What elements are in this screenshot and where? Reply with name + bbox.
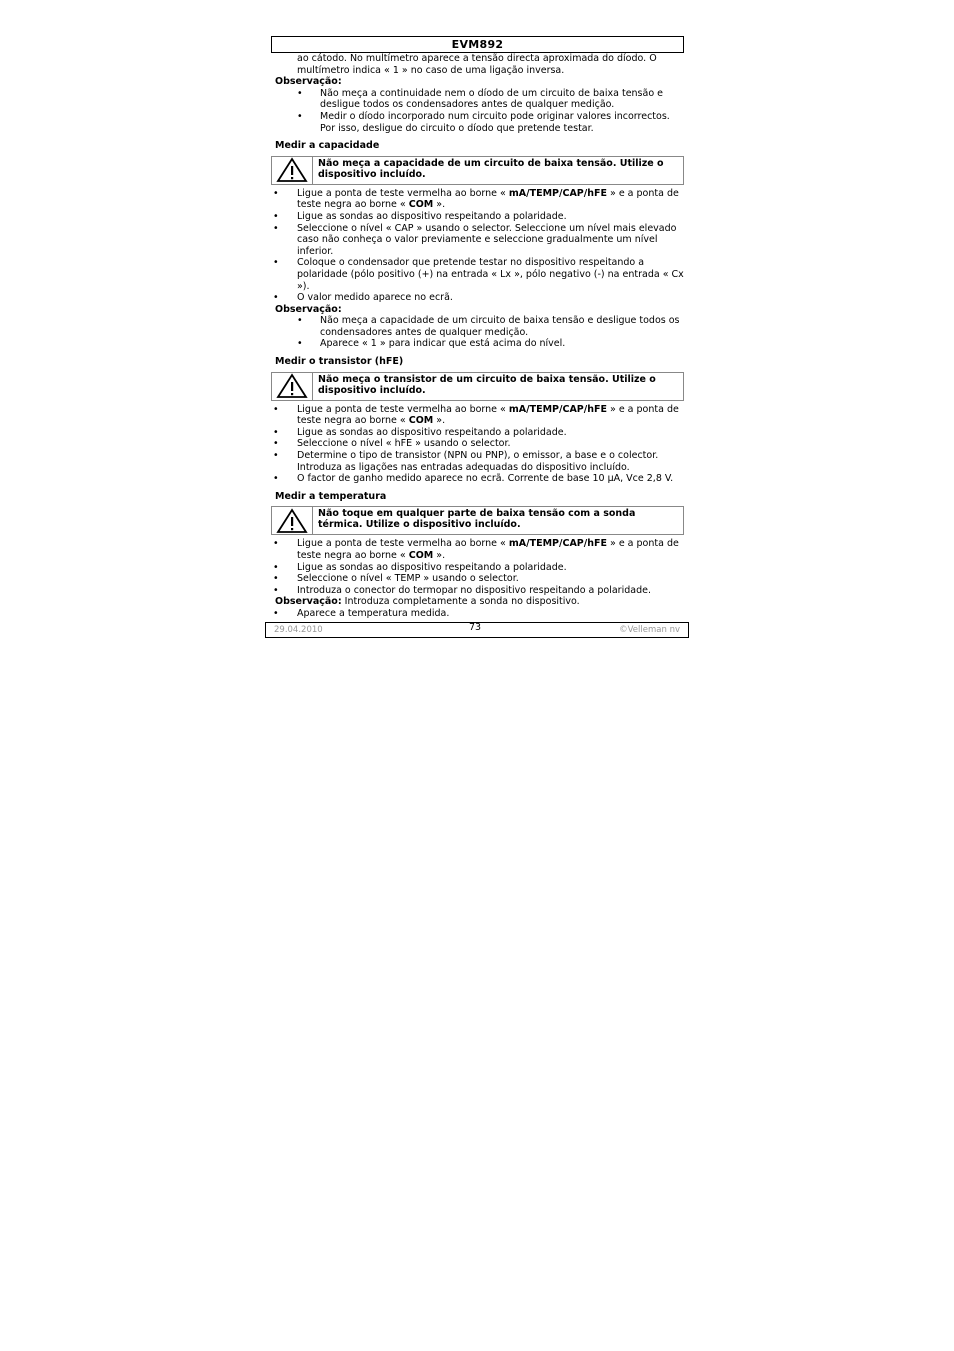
list-item: • Ligue a ponta de teste vermelha ao borne « mA/TEMP/CAP/hFE » e a ponta de teste negra ao borne « COM ». [271, 188, 684, 211]
model-title: EVM892 [451, 38, 504, 51]
warning-box [271, 156, 684, 185]
capacitance-steps [271, 188, 684, 304]
warning-triangle-icon [272, 507, 313, 534]
page-number: 73 [469, 622, 482, 633]
list-item: • Medir o díodo incorporado num circuito pode originar valores incorrectos. Por isso, desligue do circuito o díodo que pretende testar. [271, 111, 684, 134]
intro-obs-list [271, 88, 684, 134]
transistor-steps [271, 404, 684, 485]
intro-obs-label: Observação: [275, 76, 342, 88]
list-item: • Aparece « 1 » para indicar que está acima do nível. [271, 338, 684, 350]
list-item: • Seleccione o nível « TEMP » usando o selector. [271, 573, 684, 585]
list-item: • Determine o tipo de transistor (NPN ou PNP), o emissor, a base e o colector. Introduza as ligações nas entradas adequadas do dispositivo incluído. [271, 450, 684, 473]
list-item: • Não meça a capacidade de um circuito de baixa tensão e desligue todos os condensadores antes de qualquer medição. [271, 315, 684, 338]
list-item: • Seleccione o nível « hFE » usando o selector. [271, 438, 684, 450]
temperature-steps [271, 538, 684, 596]
warning-text: Não meça o transistor de um circuito de baixa tensão. Utilize o dispositivo incluído. [318, 373, 656, 396]
list-item: • Ligue as sondas ao dispositivo respeitando a polaridade. [271, 427, 684, 439]
capacitance-obs-list [271, 315, 684, 350]
document-header [271, 36, 684, 53]
temperature-final [271, 608, 684, 620]
list-item: • Introduza o conector do termopar no dispositivo respeitando a polaridade. [271, 585, 684, 597]
list-item: • Ligue as sondas ao dispositivo respeitando a polaridade. [271, 211, 684, 223]
warning-box [271, 372, 684, 401]
warning-triangle-icon [272, 157, 313, 184]
temperature-obs: Observação: Introduza completamente a sonda no dispositivo. [275, 596, 580, 608]
manual-page [271, 36, 684, 620]
capacitance-obs-label: Observação: [275, 303, 342, 315]
list-item: • O valor medido aparece no ecrã. [271, 292, 684, 304]
list-item: • Ligue a ponta de teste vermelha ao borne « mA/TEMP/CAP/hFE » e a ponta de teste negra ao borne « COM ». [271, 404, 684, 427]
warning-box [271, 506, 684, 535]
list-item: • Coloque o condensador que pretende testar no dispositivo respeitando a polaridade (pólo positivo (+) na entrada « Lx », pólo negativo (-) na entrada « Cx »). [271, 257, 684, 292]
list-item: • Ligue a ponta de teste vermelha ao borne « mA/TEMP/CAP/hFE » e a ponta de teste negra ao borne « COM ». [271, 538, 684, 561]
intro-paragraph: ao cátodo. No multímetro aparece a tensão directa aproximada do díodo. O multímetro indica « 1 » no caso de uma ligação inversa. [297, 53, 657, 76]
page-footer [265, 622, 689, 638]
warning-triangle-icon [272, 373, 313, 400]
list-item: • Ligue as sondas ao dispositivo respeitando a polaridade. [271, 562, 684, 574]
footer-date: 29.04.2010 [274, 625, 323, 635]
list-item: • Não meça a continuidade nem o díodo de um circuito de baixa tensão e desligue todos os condensadores antes de qualquer medição. [271, 88, 684, 111]
section-heading-capacitance: Medir a capacidade [275, 140, 380, 152]
warning-text: Não meça a capacidade de um circuito de baixa tensão. Utilize o dispositivo incluído. [318, 157, 664, 180]
list-item: • Seleccione o nível « CAP » usando o selector. Seleccione um nível mais elevado caso não conheça o valor previamente e seleccione gradualmente um nível inferior. [271, 223, 684, 258]
section-heading-transistor: Medir o transistor (hFE) [275, 356, 404, 368]
list-item: • O factor de ganho medido aparece no ecrã. Corrente de base 10 µA, Vce 2,8 V. [271, 473, 684, 485]
section-heading-temperature: Medir a temperatura [275, 490, 387, 502]
footer-copyright: ©Velleman nv [619, 625, 680, 635]
warning-text: Não toque em qualquer parte de baixa tensão com a sonda térmica. Utilize o dispositivo incluído. [318, 508, 636, 531]
list-item: • Aparece a temperatura medida. [271, 608, 684, 620]
